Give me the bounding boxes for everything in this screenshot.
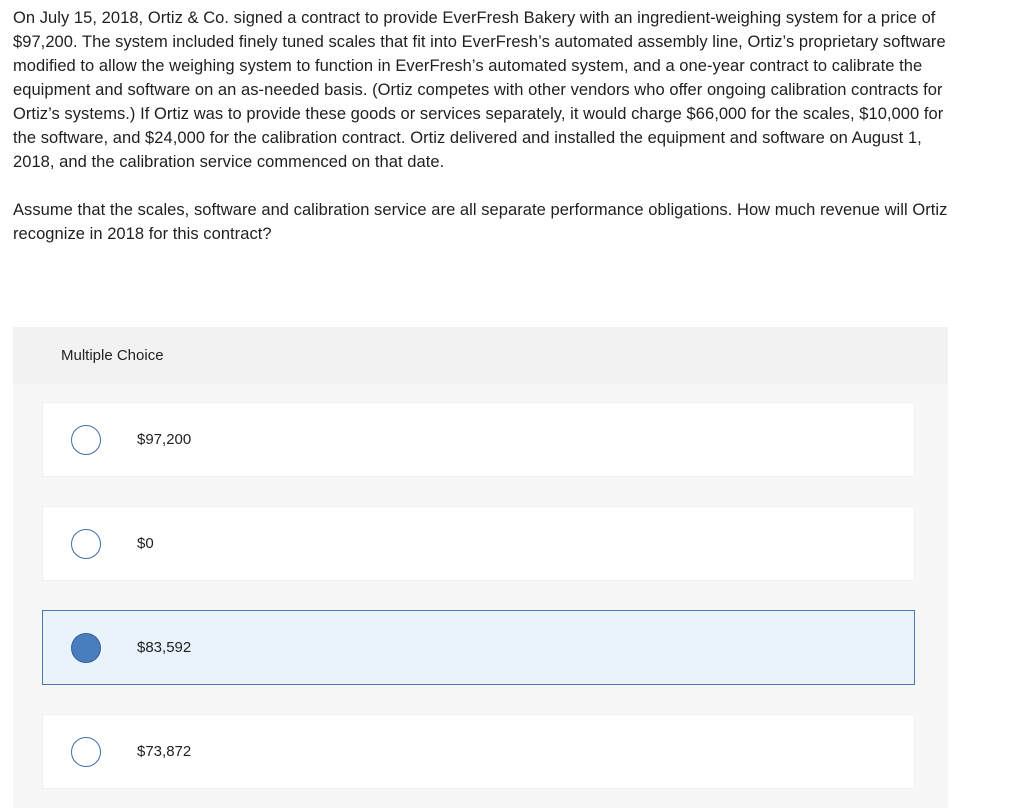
choice-label: $97,200 — [137, 431, 192, 448]
multiple-choice-header: Multiple Choice — [61, 347, 164, 364]
question-paragraph-1: On July 15, 2018, Ortiz & Co. signed a contract to provide EverFresh Bakery with an ingredient-weighing system for a price of $97,200. The system included finely tuned scales that fit into EverFresh’s automated assembly line, Ortiz’s proprietary software modified to allow the weighing system to function in EverFresh’s automated system, and a one-year contract to calibrate the equipment and software on an as-needed basis. (Ortiz competes with other vendors who offer ongoing calibration contracts for Ortiz’s systems.) If Ortiz was to provide these goods or services separately, it would charge $66,000 for the scales, $10,000 for the software, and $24,000 for the calibration contract. Ortiz delivered and installed the equipment and software on August 1, 2018, and the calibration service commenced on that date. — [13, 9, 946, 171]
choice-list — [13, 384, 948, 808]
choice-option-4[interactable] — [42, 714, 915, 789]
choice-option-2[interactable] — [42, 506, 915, 581]
radio-button-icon[interactable] — [71, 737, 101, 767]
choice-option-1[interactable] — [42, 402, 915, 477]
multiple-choice-panel — [13, 327, 948, 808]
radio-button-selected-icon[interactable] — [71, 633, 101, 663]
choice-label: $73,872 — [137, 743, 192, 760]
radio-button-icon[interactable] — [71, 529, 101, 559]
choice-option-3[interactable] — [42, 610, 915, 685]
question-text — [13, 6, 953, 270]
choice-label: $0 — [137, 535, 154, 552]
choice-label: $83,592 — [137, 639, 192, 656]
question-paragraph-2: Assume that the scales, software and calibration service are all separate performance obligations. How much revenue will Ortiz recognize in 2018 for this contract? — [13, 201, 948, 243]
radio-button-icon[interactable] — [71, 425, 101, 455]
